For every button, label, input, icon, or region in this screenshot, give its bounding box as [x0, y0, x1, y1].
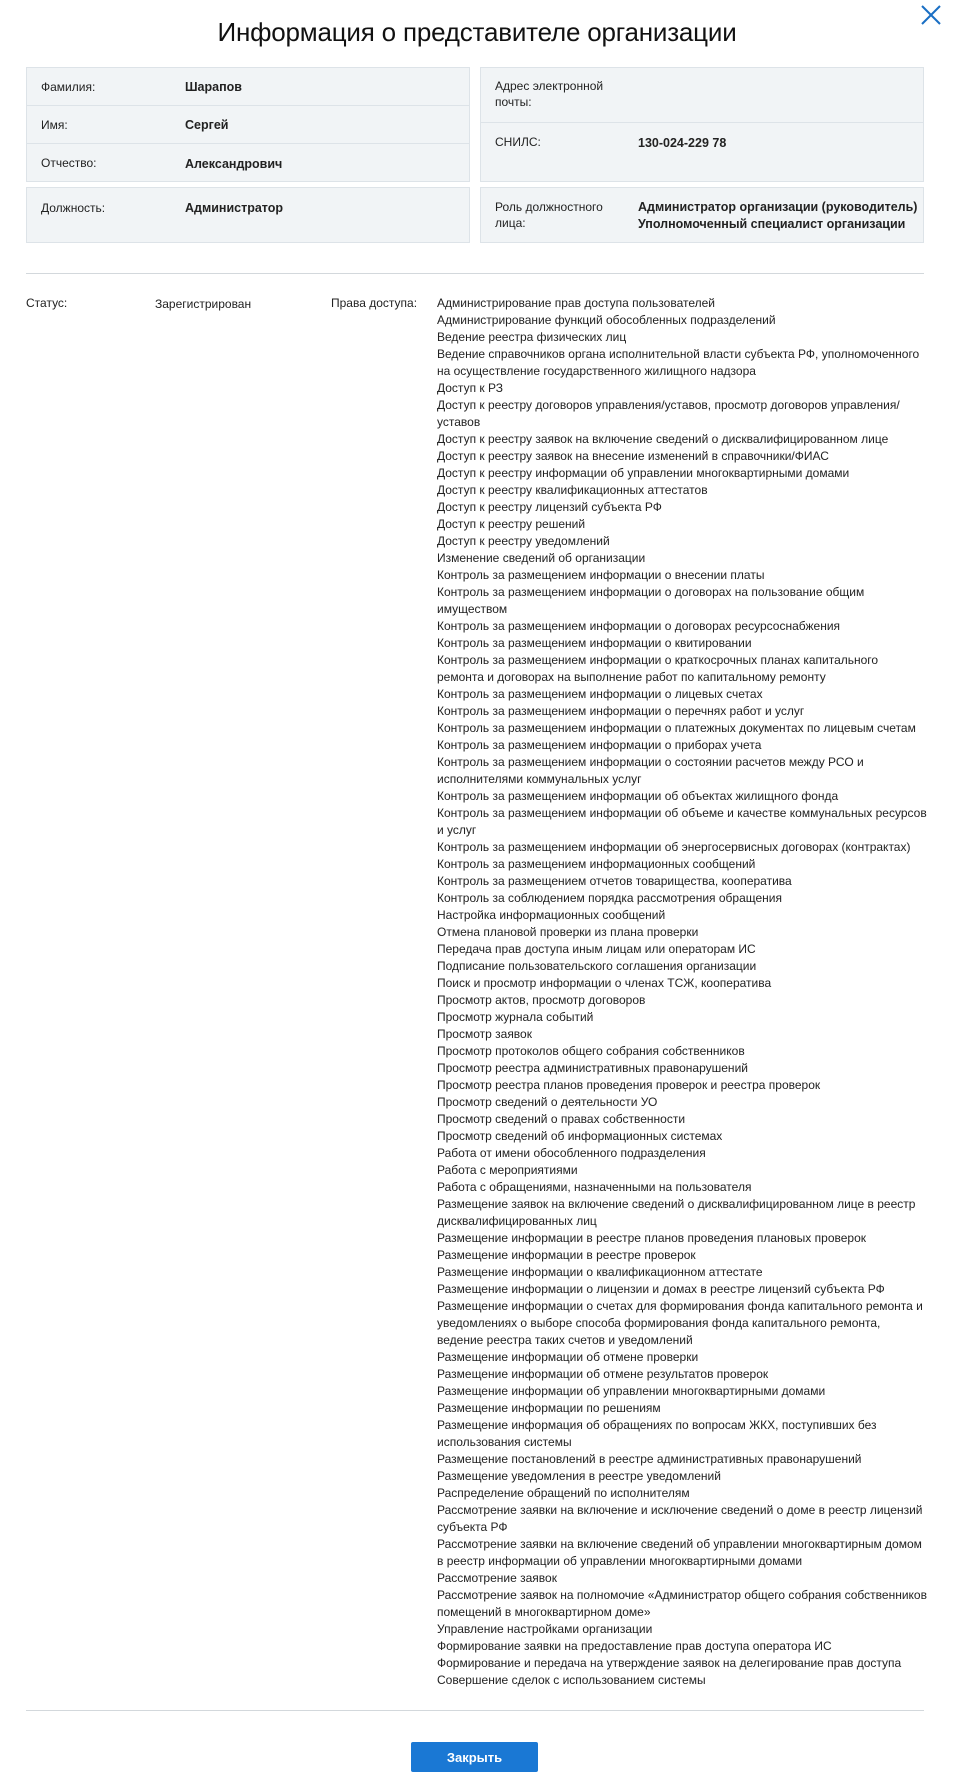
rights-item: Подписание пользовательского соглашения организации — [437, 959, 757, 973]
email-label: Адрес электронной почты: — [495, 79, 604, 109]
rights-item: Формирование и передача на утверждение заявок на делегирование прав доступа — [437, 1656, 902, 1670]
rights-item: Рассмотрение заявки на включение и исключение сведений о доме в реестр лицензий субъекта РФ — [437, 1503, 923, 1534]
rights-item: Контроль за размещением отчетов товарищества, кооператива — [437, 874, 792, 888]
rights-item: Настройка информационных сообщений — [437, 908, 666, 922]
rights-item: Работа с мероприятиями — [437, 1163, 578, 1177]
rights-item: Рассмотрение заявок — [437, 1571, 557, 1585]
divider-top — [26, 273, 924, 274]
rights-item: Размещение информации об управлении многоквартирными домами — [437, 1384, 826, 1398]
rights-item: Доступ к реестру договоров управления/уставов, просмотр договоров управления/уставов — [437, 398, 900, 429]
rights-item: Распределение обращений по исполнителям — [437, 1486, 690, 1500]
rights-item: Рассмотрение заявки на включение сведений об управлении многоквартирным домом в реестр информации об управлении многоквартирными домами — [437, 1537, 922, 1568]
rights-item: Контроль за размещением информации об объеме и качестве коммунальных ресурсов и услуг — [437, 806, 927, 837]
rights-item: Контроль за размещением информации о квитировании — [437, 636, 752, 650]
rights-item: Контроль за размещением информации об энергосервисных договорах (контрактах) — [437, 840, 911, 854]
rights-item: Контроль за размещением информации о лицевых счетах — [437, 687, 763, 701]
rights-item: Контроль за размещением информации об объектах жилищного фонда — [437, 789, 839, 803]
role-value-2: Уполномоченный специалист организации — [638, 217, 906, 231]
rights-item: Контроль за размещением информации о договорах ресурсоснабжения — [437, 619, 841, 633]
close-button[interactable]: Закрыть — [411, 1742, 538, 1772]
rights-item: Управление настройками организации — [437, 1622, 653, 1636]
rights-item: Просмотр сведений о правах собственности — [437, 1112, 686, 1126]
name-panel — [26, 67, 470, 182]
rights-item: Доступ к реестру заявок на включение сведений о дисквалифицированном лице — [437, 432, 889, 446]
rights-item: Размещение информации об отмене проверки — [437, 1350, 699, 1364]
position-label: Должность: — [41, 201, 106, 215]
snils-label: СНИЛС: — [495, 135, 541, 149]
position-panel — [26, 187, 470, 243]
snils-row — [481, 123, 923, 181]
rights-item: Контроль за размещением информации о состоянии расчетов между РСО и исполнителями коммунальных услуг — [437, 755, 864, 786]
rights-item: Контроль за размещением информационных сообщений — [437, 857, 756, 871]
rights-item: Размещение заявок на включение сведений о дисквалифицированном лице в реестр дисквалифицированных лиц — [437, 1197, 916, 1228]
rights-item: Доступ к реестру заявок на внесение изменений в справочники/ФИАС — [437, 449, 829, 463]
rights-item: Размещение уведомления в реестре уведомлений — [437, 1469, 721, 1483]
patronymic-value: Александрович — [185, 157, 283, 171]
rights-item: Отмена плановой проверки из плана проверки — [437, 925, 699, 939]
name-label: Имя: — [41, 118, 68, 132]
rights-item: Просмотр сведений об информационных системах — [437, 1129, 723, 1143]
rights-item: Доступ к реестру информации об управлении многоквартирными домами — [437, 466, 850, 480]
rights-item: Размещение информации в реестре проверок — [437, 1248, 696, 1262]
snils-value: 130-024-229 78 — [638, 136, 727, 150]
rights-item: Просмотр протоколов общего собрания собственников — [437, 1044, 745, 1058]
rights-item: Контроль за размещением информации о приборах учета — [437, 738, 762, 752]
rights-item: Размещение информации об отмене результатов проверок — [437, 1367, 769, 1381]
rights-label: Права доступа: — [331, 296, 418, 310]
rights-item: Контроль за размещением информации о краткосрочных планах капитального ремонта и договорах на выполнение работ по капитальному ремонту — [437, 653, 879, 684]
role-label: Роль должностного лица: — [495, 200, 603, 230]
status-label: Статус: — [26, 296, 68, 310]
status-value: Зарегистрирован — [155, 297, 252, 311]
rights-item: Доступ к РЗ — [437, 381, 503, 395]
contact-panel — [480, 67, 924, 182]
rights-item: Рассмотрение заявок на полномочие «Администратор общего собрания собственников помещений в многоквартирном доме» — [437, 1588, 927, 1619]
rights-item: Работа с обращениями, назначенными на пользователя — [437, 1180, 752, 1194]
rights-item: Доступ к реестру лицензий субъекта РФ — [437, 500, 662, 514]
name-value: Сергей — [185, 118, 229, 132]
name-row — [27, 106, 469, 144]
rights-item: Размещение информации о квалификационном аттестате — [437, 1265, 763, 1279]
rights-item: Контроль за соблюдением порядка рассмотрения обращения — [437, 891, 782, 905]
rights-item: Совершение сделок с использованием системы — [437, 1673, 706, 1687]
rights-list — [437, 295, 927, 1689]
divider-bottom — [26, 1710, 924, 1711]
role-panel — [480, 187, 924, 243]
rights-item: Доступ к реестру квалификационных аттестатов — [437, 483, 708, 497]
rights-item: Размещение постановлений в реестре административных правонарушений — [437, 1452, 862, 1466]
rights-item: Ведение реестра физических лиц — [437, 330, 627, 344]
rights-item: Работа от имени обособленного подразделения — [437, 1146, 706, 1160]
rights-item: Доступ к реестру уведомлений — [437, 534, 610, 548]
dialog-title: Информация о представителе организации — [217, 17, 737, 47]
rights-item: Передача прав доступа иным лицам или операторам ИС — [437, 942, 756, 956]
rights-item: Доступ к реестру решений — [437, 517, 586, 531]
rights-item: Администрирование прав доступа пользователей — [437, 296, 715, 310]
role-value-1: Администратор организации (руководитель) — [638, 200, 918, 214]
position-value: Администратор — [185, 201, 284, 215]
rights-item: Контроль за размещением информации о договорах на пользование общим имуществом — [437, 585, 865, 616]
rights-item: Размещение информации о лицензии и домах в реестре лицензий субъекта РФ — [437, 1282, 885, 1296]
rights-item: Просмотр журнала событий — [437, 1010, 594, 1024]
surname-value: Шарапов — [185, 80, 242, 94]
rights-item: Просмотр реестра планов проведения проверок и реестра проверок — [437, 1078, 821, 1092]
rights-item: Администрирование функций обособленных подразделений — [437, 313, 776, 327]
rights-item: Размещение информации о счетах для формирования фонда капитального ремонта и уведомлениях о выборе способа формирования фонда капитального ремонта, ведение реестра таких счетов и уведомлений — [437, 1299, 923, 1347]
rights-item: Контроль за размещением информации о платежных документах по лицевым счетам — [437, 721, 916, 735]
email-row — [481, 68, 923, 123]
patronymic-label: Отчество: — [41, 156, 97, 170]
rights-item: Просмотр сведений о деятельности УО — [437, 1095, 658, 1109]
patronymic-row — [27, 144, 469, 182]
rights-item: Поиск и просмотр информации о членах ТСЖ, кооператива — [437, 976, 772, 990]
rights-item: Просмотр заявок — [437, 1027, 532, 1041]
rights-item: Просмотр актов, просмотр договоров — [437, 993, 646, 1007]
rights-item: Размещение информации в реестре планов проведения плановых проверок — [437, 1231, 866, 1245]
rights-item: Просмотр реестра административных правонарушений — [437, 1061, 748, 1075]
surname-label: Фамилия: — [41, 80, 96, 94]
rights-item: Ведение справочников органа исполнительной власти субъекта РФ, уполномоченного на осуществление государственного жилищного надзора — [437, 347, 920, 378]
rights-item: Изменение сведений об организации — [437, 551, 646, 565]
rights-item: Размещение информации по решениям — [437, 1401, 661, 1415]
rights-item: Формирование заявки на предоставление прав доступа оператора ИС — [437, 1639, 832, 1653]
rights-item: Размещение информация об обращениях по вопросам ЖКХ, поступивших без использования системы — [437, 1418, 877, 1449]
close-icon[interactable] — [918, 2, 944, 28]
rights-item: Контроль за размещением информации о перечнях работ и услуг — [437, 704, 805, 718]
rights-item: Контроль за размещением информации о внесении платы — [437, 568, 765, 582]
surname-row — [27, 68, 469, 106]
